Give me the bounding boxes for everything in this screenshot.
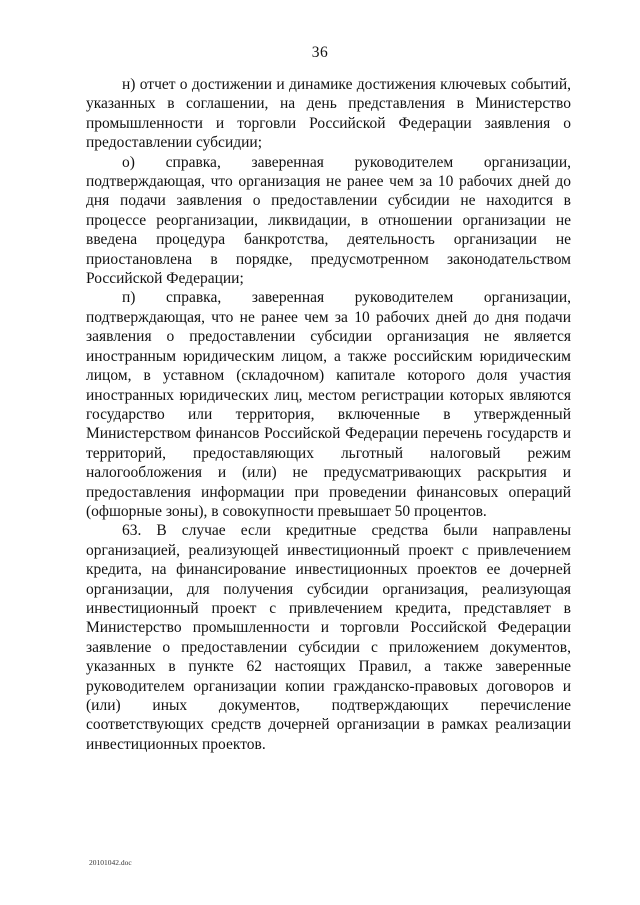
paragraph-63: 63. В случае если кредитные средства были направлены организацией, реализующей инвестиционный проект с привлечением кредита, на финансирование инвестиционных проектов ее дочерней организации, для получения субсидии организация, реализующая инвестиционный проект с привлечением кредита, представляет в Министерство промышленности и торговли Российской Федерации заявление о предоставлении субсидии с приложением документов, указанных в пункте 62 настоящих Правил, а также заверенные руководителем организации копии гражданско-правовых договоров и (или) иных документов, подтверждающих перечисление соответствующих средств дочерней организации в рамках реализации инвестиционных проектов. — [86, 522, 571, 753]
paragraph-o: о) справка, заверенная руководителем организации, подтверждающая, что организация не ранее чем за 10 рабочих дней до дня подачи заявления о предоставлении субсидии не находится в процессе реорганизации, ликвидации, в отношении организации не введена процедура банкротства, деятельность организации не приостановлена в порядке, предусмотренном законодательством Российской Федерации; — [86, 153, 571, 288]
paragraph-p: п) справка, заверенная руководителем организации, подтверждающая, что не ранее чем за 10 рабочих дней до дня подачи заявления о предоставлении субсидии организация не является иностранным юридическим лицом, а также российским юридическим лицом, в уставном (складочном) капитале которого доля участия иностранных юридических лиц, местом регистрации которых являются государство или территория, включенные в утвержденный Министерством финансов Российской Федерации перечень государств и территорий, предоставляющих льготный налоговый режим налогообложения и (или) не предусматривающих раскрытия и предоставления информации при проведении финансовых операций (офшорные зоны), в совокупности превышает 50 процентов. — [86, 289, 571, 520]
body-text — [86, 75, 571, 754]
paragraph-n: н) отчет о достижении и динамике достижения ключевых событий, указанных в соглашении, на день представления в Министерство промышленности и торговли Российской Федерации заявления о предоставлении субсидии; — [86, 76, 571, 152]
footer-file-code: 20101042.doc — [89, 858, 132, 867]
page-number: 36 — [311, 44, 329, 61]
